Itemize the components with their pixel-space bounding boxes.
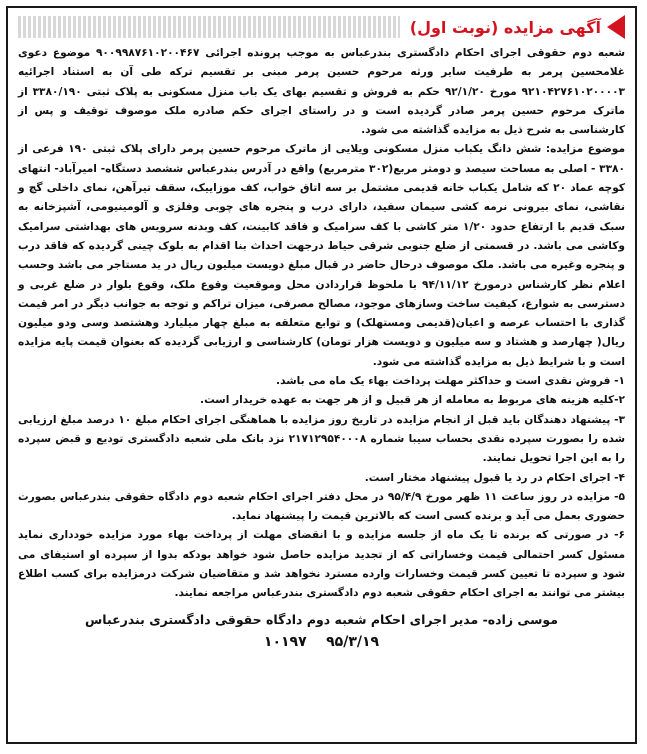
condition-6: ۶- در صورتی که برنده تا یک ماه از جلسه مزایده و با انقضای مهلت از پرداخت بهاء مورد مزایده خودداری نماید مسئول کسر احتمالی قیمت وخساراتی که از تجدید مزایده حاصل شود خواهد بودکه بدوا از سپرده او استیفای می شود و سپرده تا تعیین کسر قیمت وخسارات وارده مسترد نخواهد شد و متقاضیان شرکت درمزایده برای کسب اطلاع بیشتر می توانند به اجرای احکام حقوقی شعبه دوم دادگستری بندرعباس مراجعه نمایند. <box>18 529 625 600</box>
footer-reference <box>18 634 625 650</box>
header-rule <box>18 16 400 38</box>
intro-paragraph: شعبه دوم حقوقی اجرای احکام دادگستری بندرعباس به موجب پرونده اجرائی ۹۰۰۹۹۸۷۶۱۰۲۰۰۴۶۷ موضوع دعوی غلامحسین پرمر به طرفیت سایر ورثه مرحوم حسین پرمر مبنی بر تقسیم ترکه طی آن به استناد اجرائیه ۹۲۱۰۴۲۷۶۱۰۲۰۰۰۰۳ مورخ ۹۲/۱/۲۰ حکم به فروش و تقسیم بهای یک باب منزل مسکونی به پلاک ثبتی ۳۳۸۰/۱۹۰ از ماترک مرحوم حسین پرمر صادر گردیده است و در راستای اجرای حکم صادره ملک موصوف توقیف و پس از کارشناسی به شرح ذیل به مزایده گذاشته می شود. <box>18 47 626 137</box>
notice-body <box>18 44 625 604</box>
condition-2: ۲-کلیه هزینه های مربوط به معامله از هر قبیل و از هر جهت به عهده خریدار است. <box>200 394 625 407</box>
signature: موسی زاده- مدیر اجرای احکام شعبه دوم دادگاه حقوقی دادگستری بندرعباس <box>85 611 558 627</box>
condition-1: ۱- فروش نقدی است و حداکثر مهلت پرداخت بهاء یک ماه می باشد. <box>276 375 625 388</box>
footer-date: ۹۵/۳/۱۹ <box>326 633 380 650</box>
condition-3: ۳- پیشنهاد دهندگان باید قبل از انجام مزایده در تاریخ روز مزایده با هماهنگی اجرای احکام مبلغ ۱۰ درصد مبلغ ارزیابی شده را بصورت سپرده نقدی بحساب سیبا شماره ۲۱۷۱۲۹۵۴۰۰۰۸ نزد بانک ملی شعبه دادگستری تودیع و قبض سپرده را به این اجرا تحویل نمایند. <box>18 413 625 465</box>
condition-5: ۵- مزایده در روز ساعت ۱۱ ظهر مورخ ۹۵/۴/۹ در محل دفتر اجرای احکام شعبه دوم دادگاه حقوقی بندرعباس بصورت حضوری بعمل می آید و برنده کسی است که بالاترین قیمت را پیشنهاد نماید. <box>18 490 625 523</box>
notice-title: آگهی مزایده (نوبت اول) <box>409 17 601 37</box>
auction-notice <box>6 6 637 744</box>
red-arrow-icon <box>607 15 625 39</box>
footer-code: ۱۰۱۹۷ <box>263 633 307 650</box>
condition-4: ۴- اجرای احکام در رد یا قبول پیشنهاد مختار است. <box>364 471 625 484</box>
notice-header <box>18 14 625 40</box>
subject-paragraph: موضوع مزایده: شش دانگ یکباب منزل مسکونی ویلایی از ماترک مرحوم حسین پرمر دارای پلاک ثبتی ۱۹۰ فرعی از ۳۳۸۰ - اصلی به مساحت سیصد و دومتر مربع(۳۰۲ مترمربع) واقع در آدرس بندرعباس ششصد دستگاه- امیرآباد- انتهای کوچه عماد ۲۰ که شامل یکباب خانه قدیمی مشتمل بر سه اتاق خواب، کف موزاییک، سقف تیرآهن، نمای داخلی گچ و نقاشی، نمای بیرونی نرمه کشی سیمان سفید، دارای درب و پنجره های چوبی وفلزی و آلومینیومی، آشپزخانه به سبک قدیم با ارتفاع حدود ۱/۲۰ متر کاشی با کف سرامیک و فاقد کابینت، کف وبدنه سرویس های بهداشتی سرامیک وکاشی می باشد. در قسمتی از ضلع جنوبی شرقی حیاط درجهت احداث بنا اقدام به بلوک چینی گردیده که فاقد درب و پنجره وغیره می باشد. ملک موصوف درحال حاضر در قبال مبلغ دویست میلیون ریال در ید مستاجر می باشد وحسب اعلام نظر کارشناس درمورخ ۹۴/۱۱/۱۲ با ملحوظ قراردادن محل وموقعیت وقوع ملک، وقوع بلوار در ضلع غربی و دسترسی به شوارع، کیفیت ساخت وسازهای موجود، مصالح مصرفی، میزان تراکم و توجه به جوانب دیگر در امر قیمت گذاری با احتساب عرصه و اعیان(قدیمی ومستهلک) و توابع متعلقه به مبلغ چهار میلیارد وهشتصد وسی ودو میلیون ریال( چهارصد و هشتاد و سه میلیون و دویست هزار تومان) کارشناسی و ارزیابی گردیده که بعنوان قیمت پایه مزایده است و با شرایط ذیل به مزایده گذاشته می شود. <box>18 143 626 368</box>
